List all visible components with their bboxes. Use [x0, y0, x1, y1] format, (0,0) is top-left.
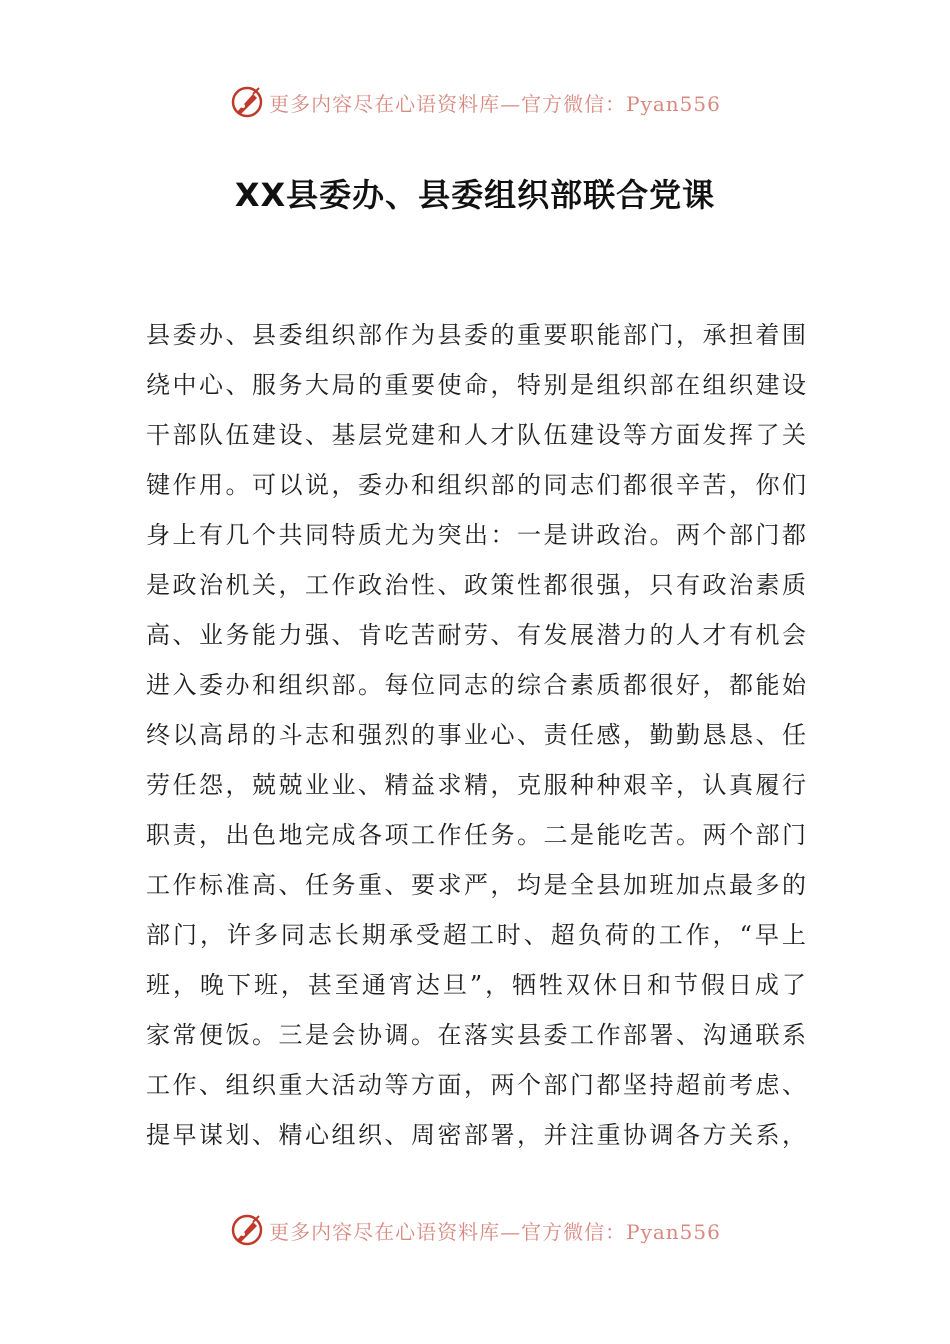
pen-nib-logo-icon	[229, 84, 265, 120]
paragraph-line: 家 常 便 饭 。 三 是 会 协 调 。 在 落 实 县 委 工 作 部 署 、 沟 通 联 系	[146, 1021, 806, 1049]
paragraph-line: 工 作 、 组 织 重 大 活 动 等 方 面 ， 两 个 部 门 都 坚 持 超 前 考 虑 、	[146, 1071, 806, 1099]
paragraph-line: 县 委 办 、 县 委 组 织 部 作 为 县 委 的 重 要 职 能 部 门 ， 承 担 着 围	[146, 321, 806, 349]
paragraph-line: 终 以 高 昂 的 斗 志 和 强 烈 的 事 业 心 、 责 任 感 ， 勤 勤 恳 恳 、 任	[146, 721, 806, 749]
paragraph-line: 绕 中 心 、 服 务 大 局 的 重 要 使 命 ， 特 别 是 组 织 部 在 组 织 建 设	[146, 371, 806, 399]
paragraph-line: 干 部 队 伍 建 设 、 基 层 党 建 和 人 才 队 伍 建 设 等 方 面 发 挥 了 关	[146, 421, 806, 449]
paragraph-line: 键 作 用 。 可 以 说 ， 委 办 和 组 织 部 的 同 志 们 都 很 辛 苦 ， 你 们	[146, 471, 806, 499]
banner-text: 更多内容尽在心语资料库—官方微信：Pyan556	[269, 1219, 721, 1244]
paragraph-line: 提 早 谋 划 、 精 心 组 织 、 周 密 部 署 ， 并 注 重 协 调 各 方 关 系 ，	[146, 1121, 806, 1149]
document-body	[146, 310, 806, 1160]
pen-nib-logo-icon	[229, 1212, 265, 1248]
paragraph-line: 进 入 委 办 和 组 织 部 。 每 位 同 志 的 综 合 素 质 都 很 好 ， 都 能 始	[146, 671, 806, 699]
paragraph-line: 部 门 ， 许 多 同 志 长 期 承 受 超 工 时 、 超 负 荷 的 工 作 ， “ 早 上	[146, 921, 806, 949]
paragraph-line: 身 上 有 几 个 共 同 特 质 尤 为 突 出 ： 一 是 讲 政 治 。 两 个 部 门 都	[146, 521, 806, 549]
page-title: XX县委办、县委组织部联合党课	[234, 176, 716, 214]
banner-text: 更多内容尽在心语资料库—官方微信：Pyan556	[269, 91, 721, 116]
paragraph-line: 班 ， 晚 下 班 ， 甚 至 通 宵 达 旦 ” ， 牺 牲 双 休 日 和 节 假 日 成 了	[146, 971, 806, 999]
paragraph-line: 工 作 标 准 高 、 任 务 重 、 要 求 严 ， 均 是 全 县 加 班 加 点 最 多 的	[146, 871, 806, 899]
footer-banner	[0, 1210, 950, 1250]
paragraph-line: 是 政 治 机 关 ， 工 作 政 治 性 、 政 策 性 都 很 强 ， 只 有 政 治 素 质	[146, 571, 806, 599]
header-banner	[0, 82, 950, 122]
paragraph-line: 职 责 ， 出 色 地 完 成 各 项 工 作 任 务 。 二 是 能 吃 苦 。 两 个 部 门	[146, 821, 806, 849]
paragraph-line: 劳 任 怨 ， 兢 兢 业 业 、 精 益 求 精 ， 克 服 种 种 艰 辛 ， 认 真 履 行	[146, 771, 806, 799]
paragraph-line: 高 、 业 务 能 力 强 、 肯 吃 苦 耐 劳 、 有 发 展 潜 力 的 人 才 有 机 会	[146, 621, 806, 649]
